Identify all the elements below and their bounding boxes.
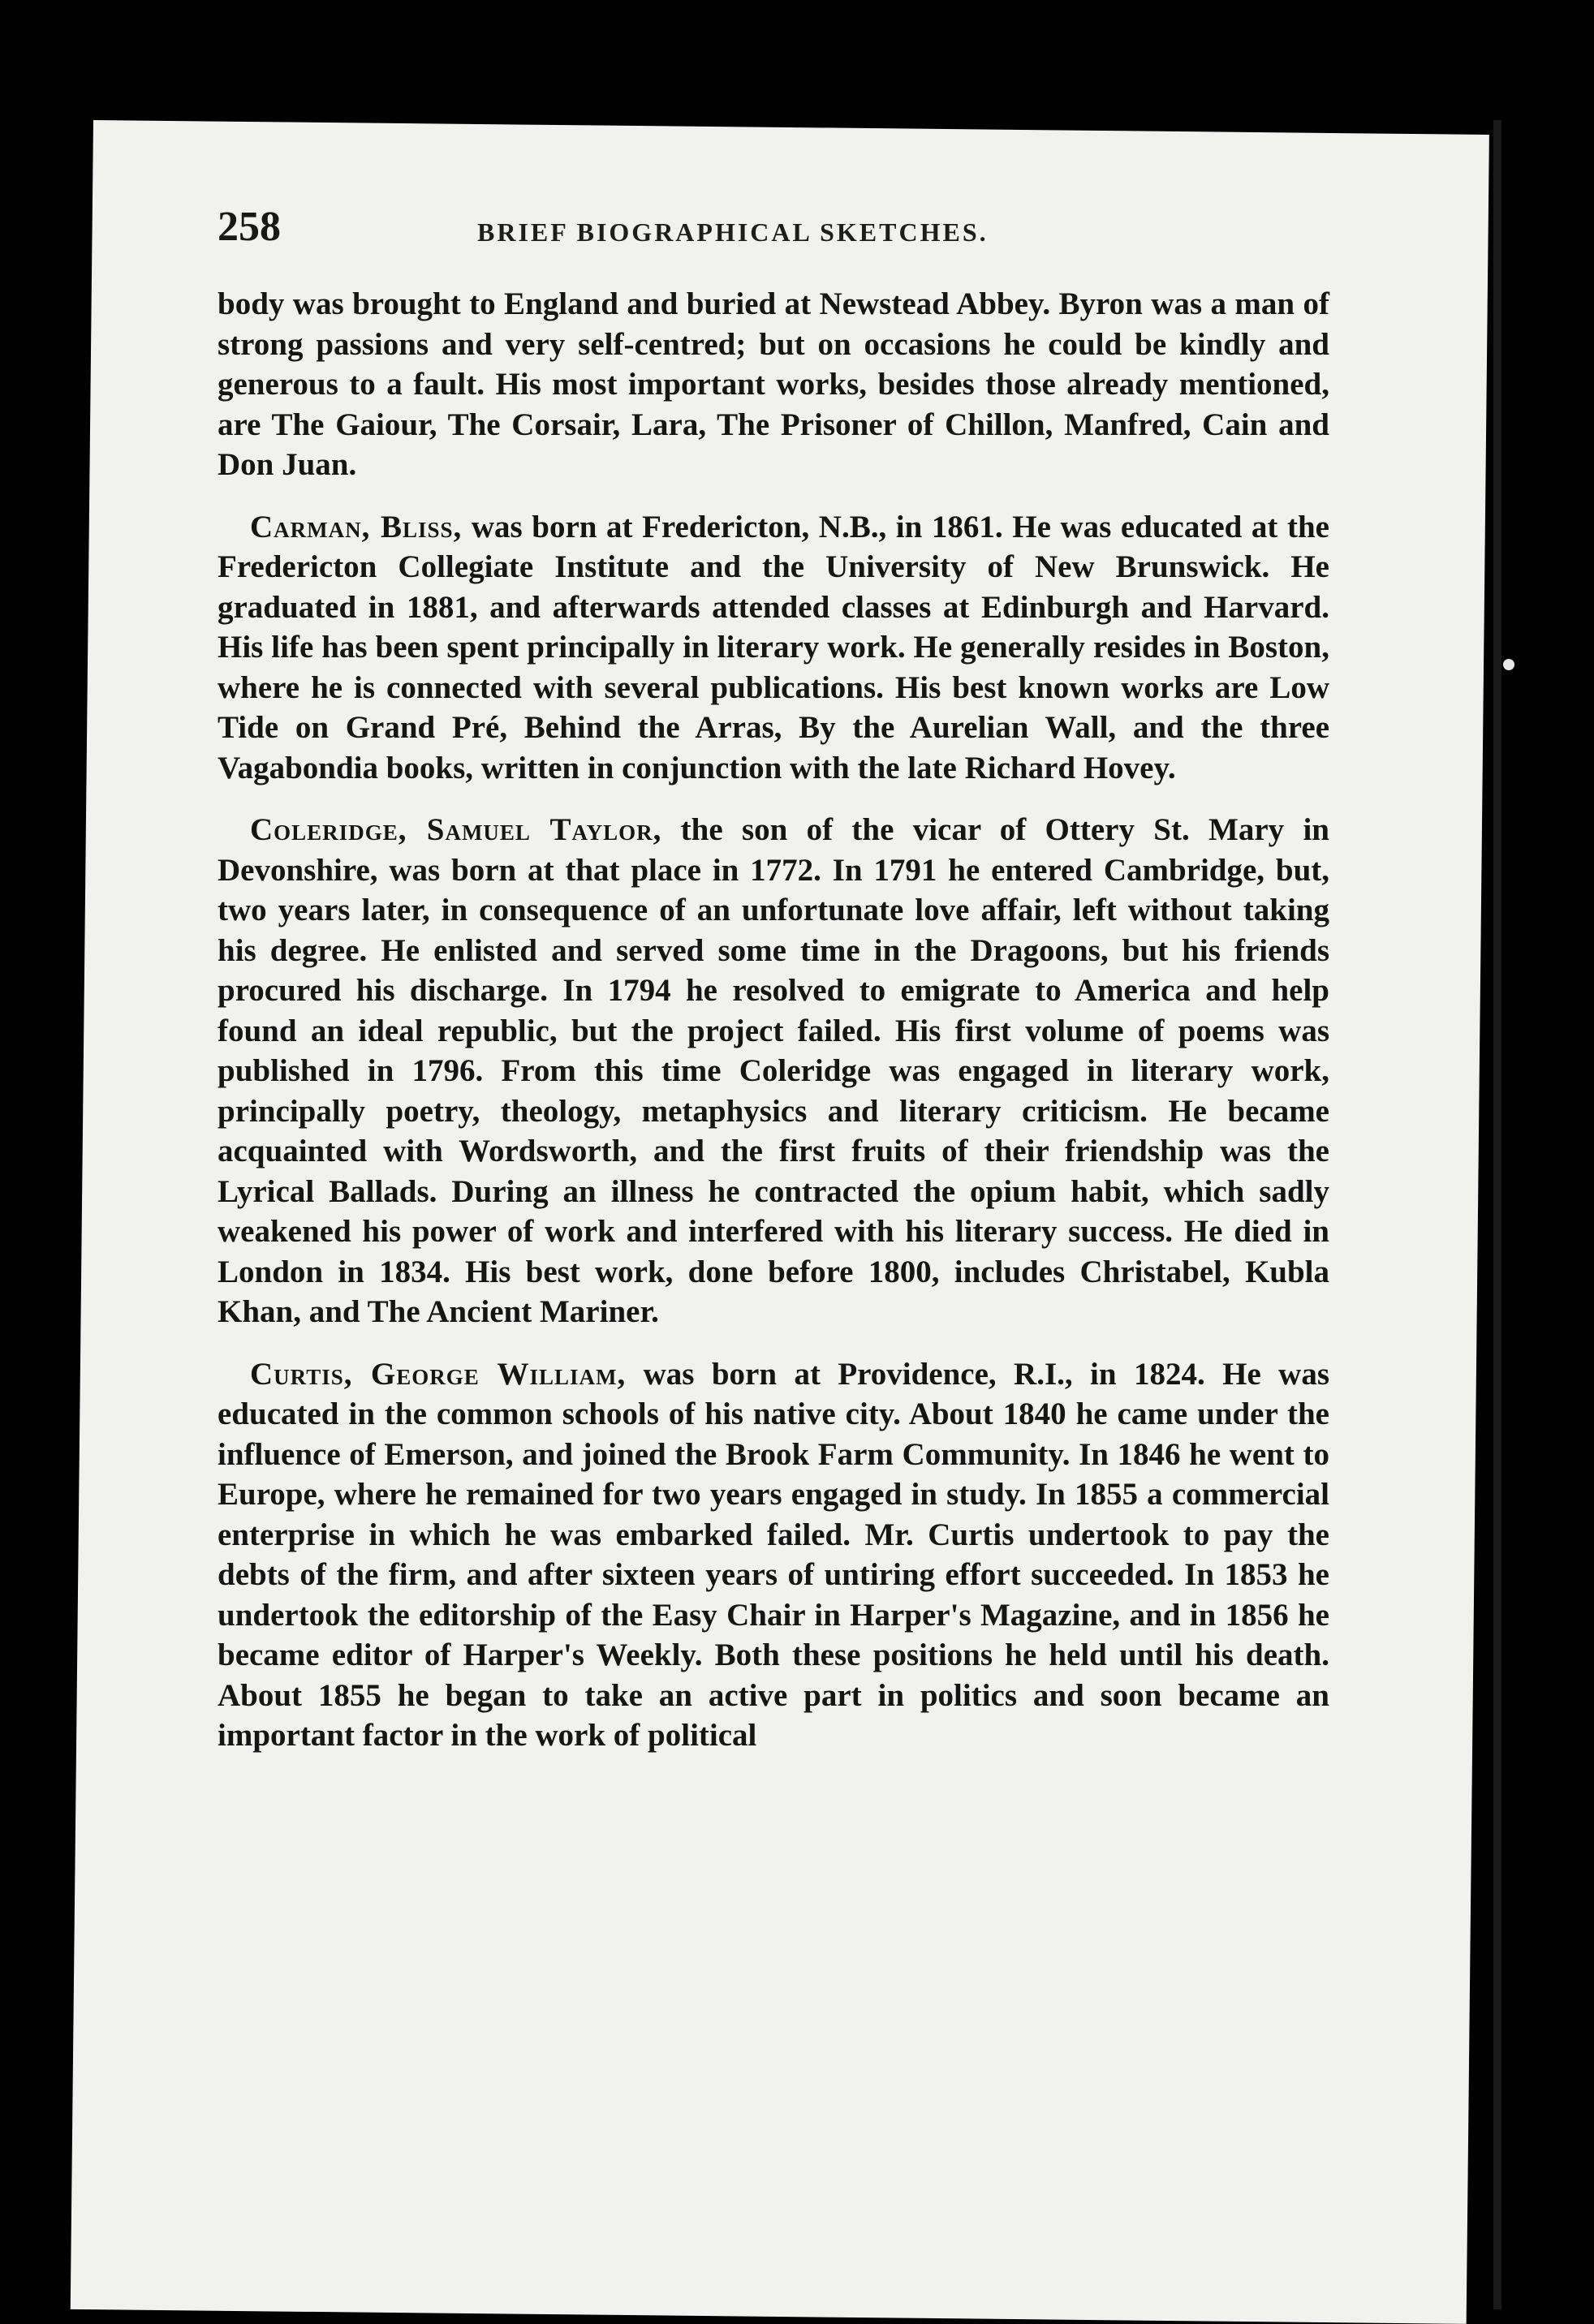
entry-curtis	[218, 1354, 1329, 1756]
entry-carman	[218, 507, 1329, 789]
entry-text: was born at Providence, R.I., in 1824. He was educated in the common schools of his native city. About 1840 he came under the influence of Emerson, and joined the Brook Farm Community. In 1846 he went to Europe, where he remained for two years engaged in study. In 1855 a commercial enterprise in which he was embarked failed. Mr. Curtis undertook to pay the debts of the firm, and after sixteen years of untiring effort succeeded. In 1853 he undertook the editorship of the Easy Chair in Harper's Magazine, and in 1856 he became editor of Harper's Weekly. Both these positions he held until his death. About 1855 he began to take an active part in politics and soon became an important factor in the work of political	[218, 1356, 1329, 1753]
paragraph-text: body was brought to England and buried at Newstead Abbey. Byron was a man of strong passions and very self-centred; but on occasions he could be kindly and generous to a fault. His most important works, besides those already mentioned, are The Gaiour, The Corsair, Lara, The Prisoner of Chillon, Manfred, Cain and Don Juan.	[218, 286, 1329, 482]
page-number: 258	[218, 204, 281, 250]
body-text	[218, 284, 1329, 1778]
page-edge-shadow	[1493, 120, 1501, 2309]
entry-name: Coleridge, Samuel Taylor,	[250, 812, 662, 847]
paragraph-byron-continuation	[218, 284, 1329, 485]
entry-coleridge	[218, 810, 1329, 1332]
running-head: BRIEF BIOGRAPHICAL SKETCHES.	[477, 217, 989, 247]
scan-speck	[1503, 659, 1514, 670]
entry-name: Curtis, George William,	[250, 1356, 627, 1392]
page-header	[218, 203, 1329, 260]
entry-text: was born at Fredericton, N.B., in 1861. He was educated at the Fredericton Collegiate Institute and the University of New Brunswick. He graduated in 1881, and afterwards attended classes at Edinburgh and Harvard. His life has been spent principally in literary work. He generally resides in Boston, where he is connected with several publications. His best known works are Low Tide on Grand Pré, Behind the Arras, By the Aurelian Wall, and the three Vagabondia books, written in conjunction with the late Richard Hovey.	[218, 509, 1329, 785]
entry-name: Carman, Bliss,	[250, 509, 463, 544]
entry-text: the son of the vicar of Ottery St. Mary in Devonshire, was born at that place in 1772. In 1791 he entered Cambridge, but, two years later, in consequence of an unfortunate love affair, left without taking his degree. He enlisted and served some time in the Dragoons, but his friends procured his discharge. In 1794 he resolved to emigrate to America and help found an ideal republic, but the project failed. His first volume of poems was published in 1796. From this time Coleridge was engaged in literary work, principally poetry, theology, metaphysics and literary criticism. He became acquainted with Wordsworth, and the first fruits of their friendship was the Lyrical Ballads. During an illness he contracted the opium habit, which sadly weakened his power of work and interfered with his literary success. He died in London in 1834. His best work, done before 1800, includes Christabel, Kubla Khan, and The Ancient Mariner.	[218, 812, 1329, 1329]
